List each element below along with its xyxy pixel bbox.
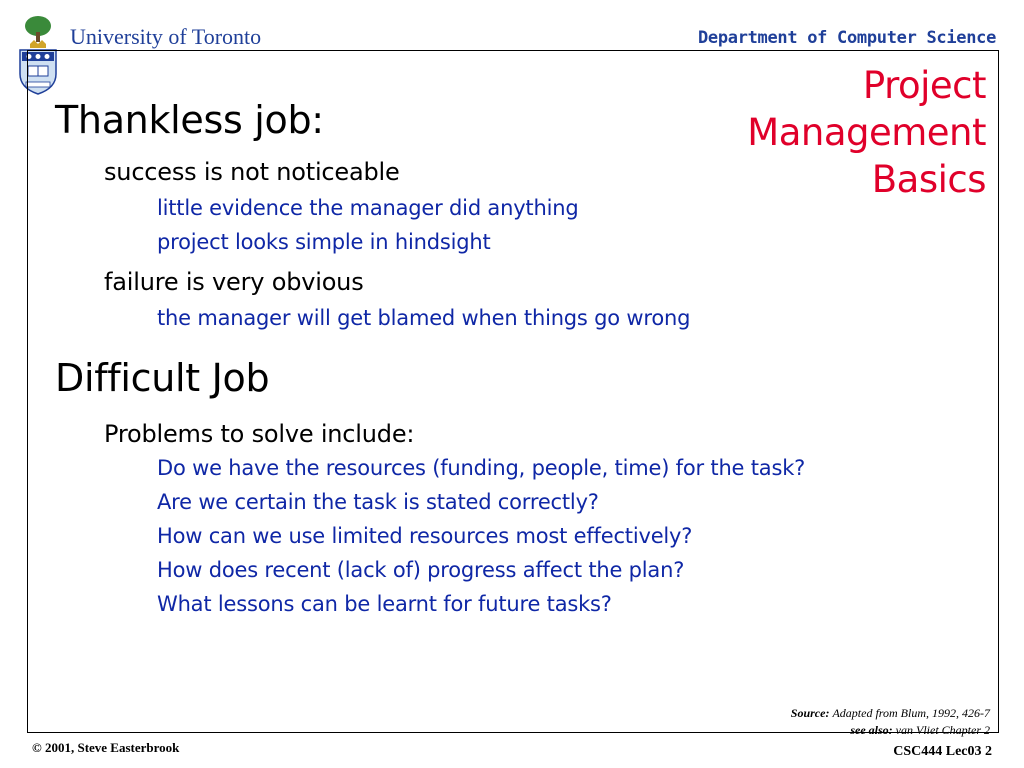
sub-bullet-item: What lessons can be learnt for future tasks?: [157, 592, 612, 616]
see-also-label: see also:: [850, 723, 893, 737]
slide-title-line: Management: [747, 111, 986, 154]
see-also-line: [791, 722, 990, 739]
bullet-item: success is not noticeable: [104, 158, 400, 186]
section-heading: Thankless job:: [55, 98, 324, 142]
sub-bullet-item: How can we use limited resources most effectively?: [157, 524, 693, 548]
university-name: University of Toronto: [70, 24, 262, 49]
source-note: [791, 705, 990, 739]
section-heading: Difficult Job: [55, 356, 270, 400]
slide-title-line: Project: [862, 64, 986, 107]
copyright-notice: © 2001, Steve Easterbrook: [32, 740, 180, 755]
bullet-item: failure is very obvious: [104, 268, 364, 296]
slide-title-line: Basics: [871, 158, 986, 201]
sub-bullet-item: project looks simple in hindsight: [157, 230, 491, 254]
sub-bullet-item: Are we certain the task is stated correctly?: [157, 490, 599, 514]
bullet-item: Problems to solve include:: [104, 420, 415, 448]
department-name: Department of Computer Science: [697, 28, 996, 48]
source-label: Source:: [790, 706, 830, 720]
source-line: [791, 705, 990, 722]
sub-bullet-item: little evidence the manager did anything: [157, 196, 579, 220]
slide-identifier: CSC444 Lec03 2: [893, 744, 992, 759]
slide-title: [747, 62, 986, 203]
sub-bullet-item: Do we have the resources (funding, people, time) for the task?: [157, 456, 806, 480]
sub-bullet-item: How does recent (lack of) progress affect the plan?: [157, 558, 685, 582]
see-also-text: van Vliet Chapter 2: [895, 723, 990, 737]
source-text: Adapted from Blum, 1992, 426-7: [832, 706, 990, 720]
sub-bullet-item: the manager will get blamed when things go wrong: [157, 306, 691, 330]
